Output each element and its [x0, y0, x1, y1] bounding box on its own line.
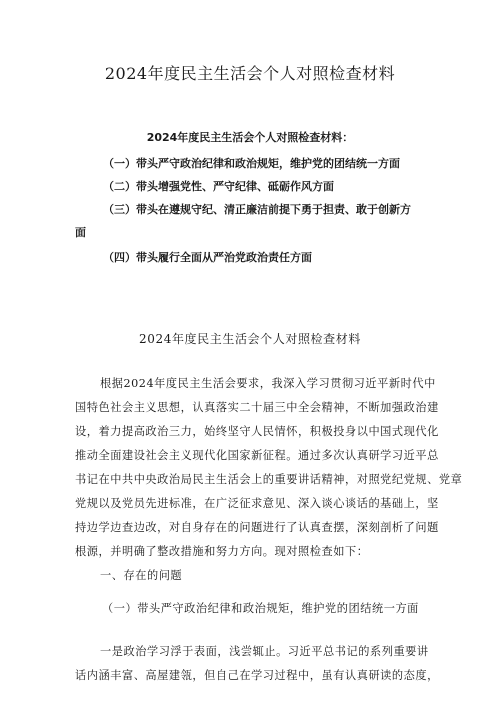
body-line: 书记在中共中央政治局民主生活会上的重要讲话精神，对照党纪党规、党章 [75, 473, 463, 486]
toc-item: （一）带头严守政治纪律和政治规矩，维护党的团结统一方面 [103, 157, 400, 170]
body-line: 一是政治学习浮于表面，浅尝辄止。习近平总书记的系列重要讲 [100, 645, 429, 658]
body-line: 根源，并明确了整改措施和努力方向。现对照检查如下： [75, 545, 369, 558]
body-line: 推动全面建设社会主义现代化国家新征程。通过多次认真研学习近平总 [75, 449, 439, 462]
body-line: 国特色社会主义思想，认真落实二十届三中全会精神，不断加强政治建 [75, 401, 439, 414]
body-line: 设，着力提高政治三力，始终坚守人民情怀，积极投身以中国式现代化 [75, 425, 439, 438]
toc-item: （四）带头履行全面从严治党政治责任方面 [103, 251, 312, 264]
body-line: 持边学边查边改，对自身存在的问题进行了认真查摆，深刻剖析了问题 [75, 521, 439, 534]
toc-heading: 2024年度民主生活会个人对照检查材料： [146, 131, 354, 144]
body-line: 党规以及党员先进标准，在广泛征求意见、深入谈心谈话的基础上，坚 [75, 497, 439, 510]
toc-item: （三）带头在遵规守纪、清正廉洁前提下勇于担责、敢于创新方 [103, 203, 411, 216]
section-title: 2024年度民主生活会个人对照检查材料 [139, 332, 361, 346]
body-line: 话内涵丰富、高屋建瓴，但自己在学习过程中，虽有认真研读的态度， [75, 669, 439, 682]
toc-item-continuation: 面 [75, 226, 86, 239]
body-line: 根据2024年度民主生活会要求，我深入学习贯彻习近平新时代中 [100, 377, 436, 390]
heading-level-1: 一、存在的问题 [100, 569, 183, 582]
document-title: 2024年度民主生活会个人对照检查材料 [104, 64, 396, 83]
toc-item: （二）带头增强党性、严守纪律、砥砺作风方面 [103, 180, 334, 193]
heading-level-2: （一）带头严守政治纪律和政治规矩，维护党的团结统一方面 [102, 602, 419, 615]
